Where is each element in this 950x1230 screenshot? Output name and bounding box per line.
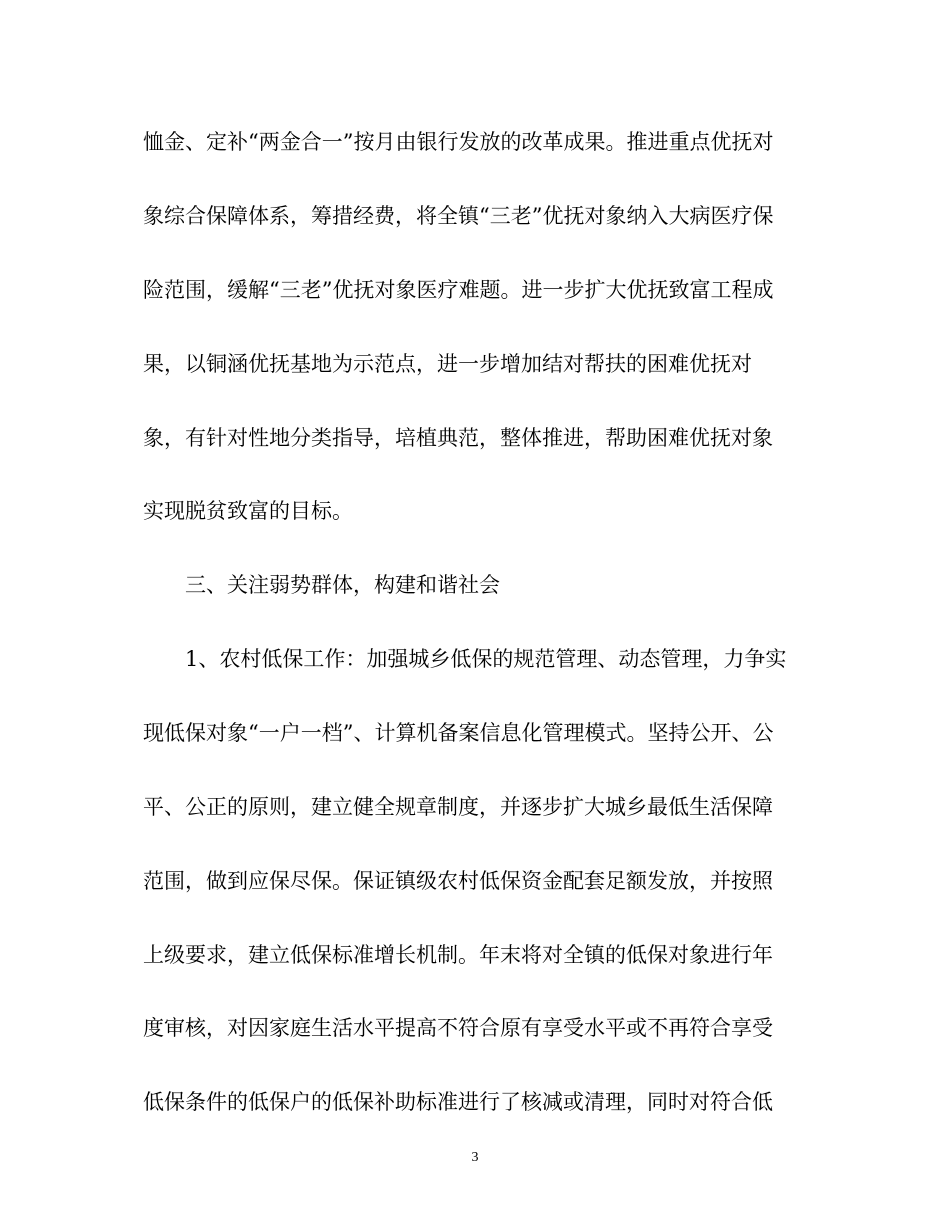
page-number: 3	[471, 1150, 479, 1165]
text-line: 恤金、定补“两金合一”按月由银行发放的改革成果。推进重点优抚对	[143, 130, 774, 154]
text-line: 实现脱贫致富的目标。	[143, 499, 353, 523]
text-line: 象，有针对性地分类指导，培植典范，整体推进，帮助困难优抚对象	[143, 426, 773, 450]
text-line: 1、农村低保工作：加强城乡低保的规范管理、动态管理，力争实	[185, 647, 787, 671]
text-line: 低保条件的低保户的低保补助标准进行了核减或清理，同时对符合低	[143, 1090, 773, 1114]
text-line: 平、公正的原则，建立健全规章制度，并逐步扩大城乡最低生活保障	[143, 795, 773, 819]
section-heading: 三、关注弱势群体，构建和谐社会	[185, 573, 500, 597]
text-line: 范围，做到应保尽保。保证镇级农村低保资金配套足额发放，并按照	[143, 869, 773, 893]
text-line: 象综合保障体系，筹措经费，将全镇“三老”优抚对象纳入大病医疗保	[143, 204, 774, 228]
text-line: 果，以铜涵优抚基地为示范点，进一步增加结对帮扶的困难优抚对	[143, 352, 752, 376]
text-line: 险范围，缓解“三老”优抚对象医疗难题。进一步扩大优抚致富工程成	[143, 278, 774, 302]
text-line: 度审核，对因家庭生活水平提高不符合原有享受水平或不再符合享受	[143, 1016, 773, 1040]
text-line: 上级要求，建立低保标准增长机制。年末将对全镇的低保对象进行年	[143, 943, 773, 967]
text-line: 现低保对象“一户一档”、计算机备案信息化管理模式。坚持公开、公	[143, 721, 774, 745]
